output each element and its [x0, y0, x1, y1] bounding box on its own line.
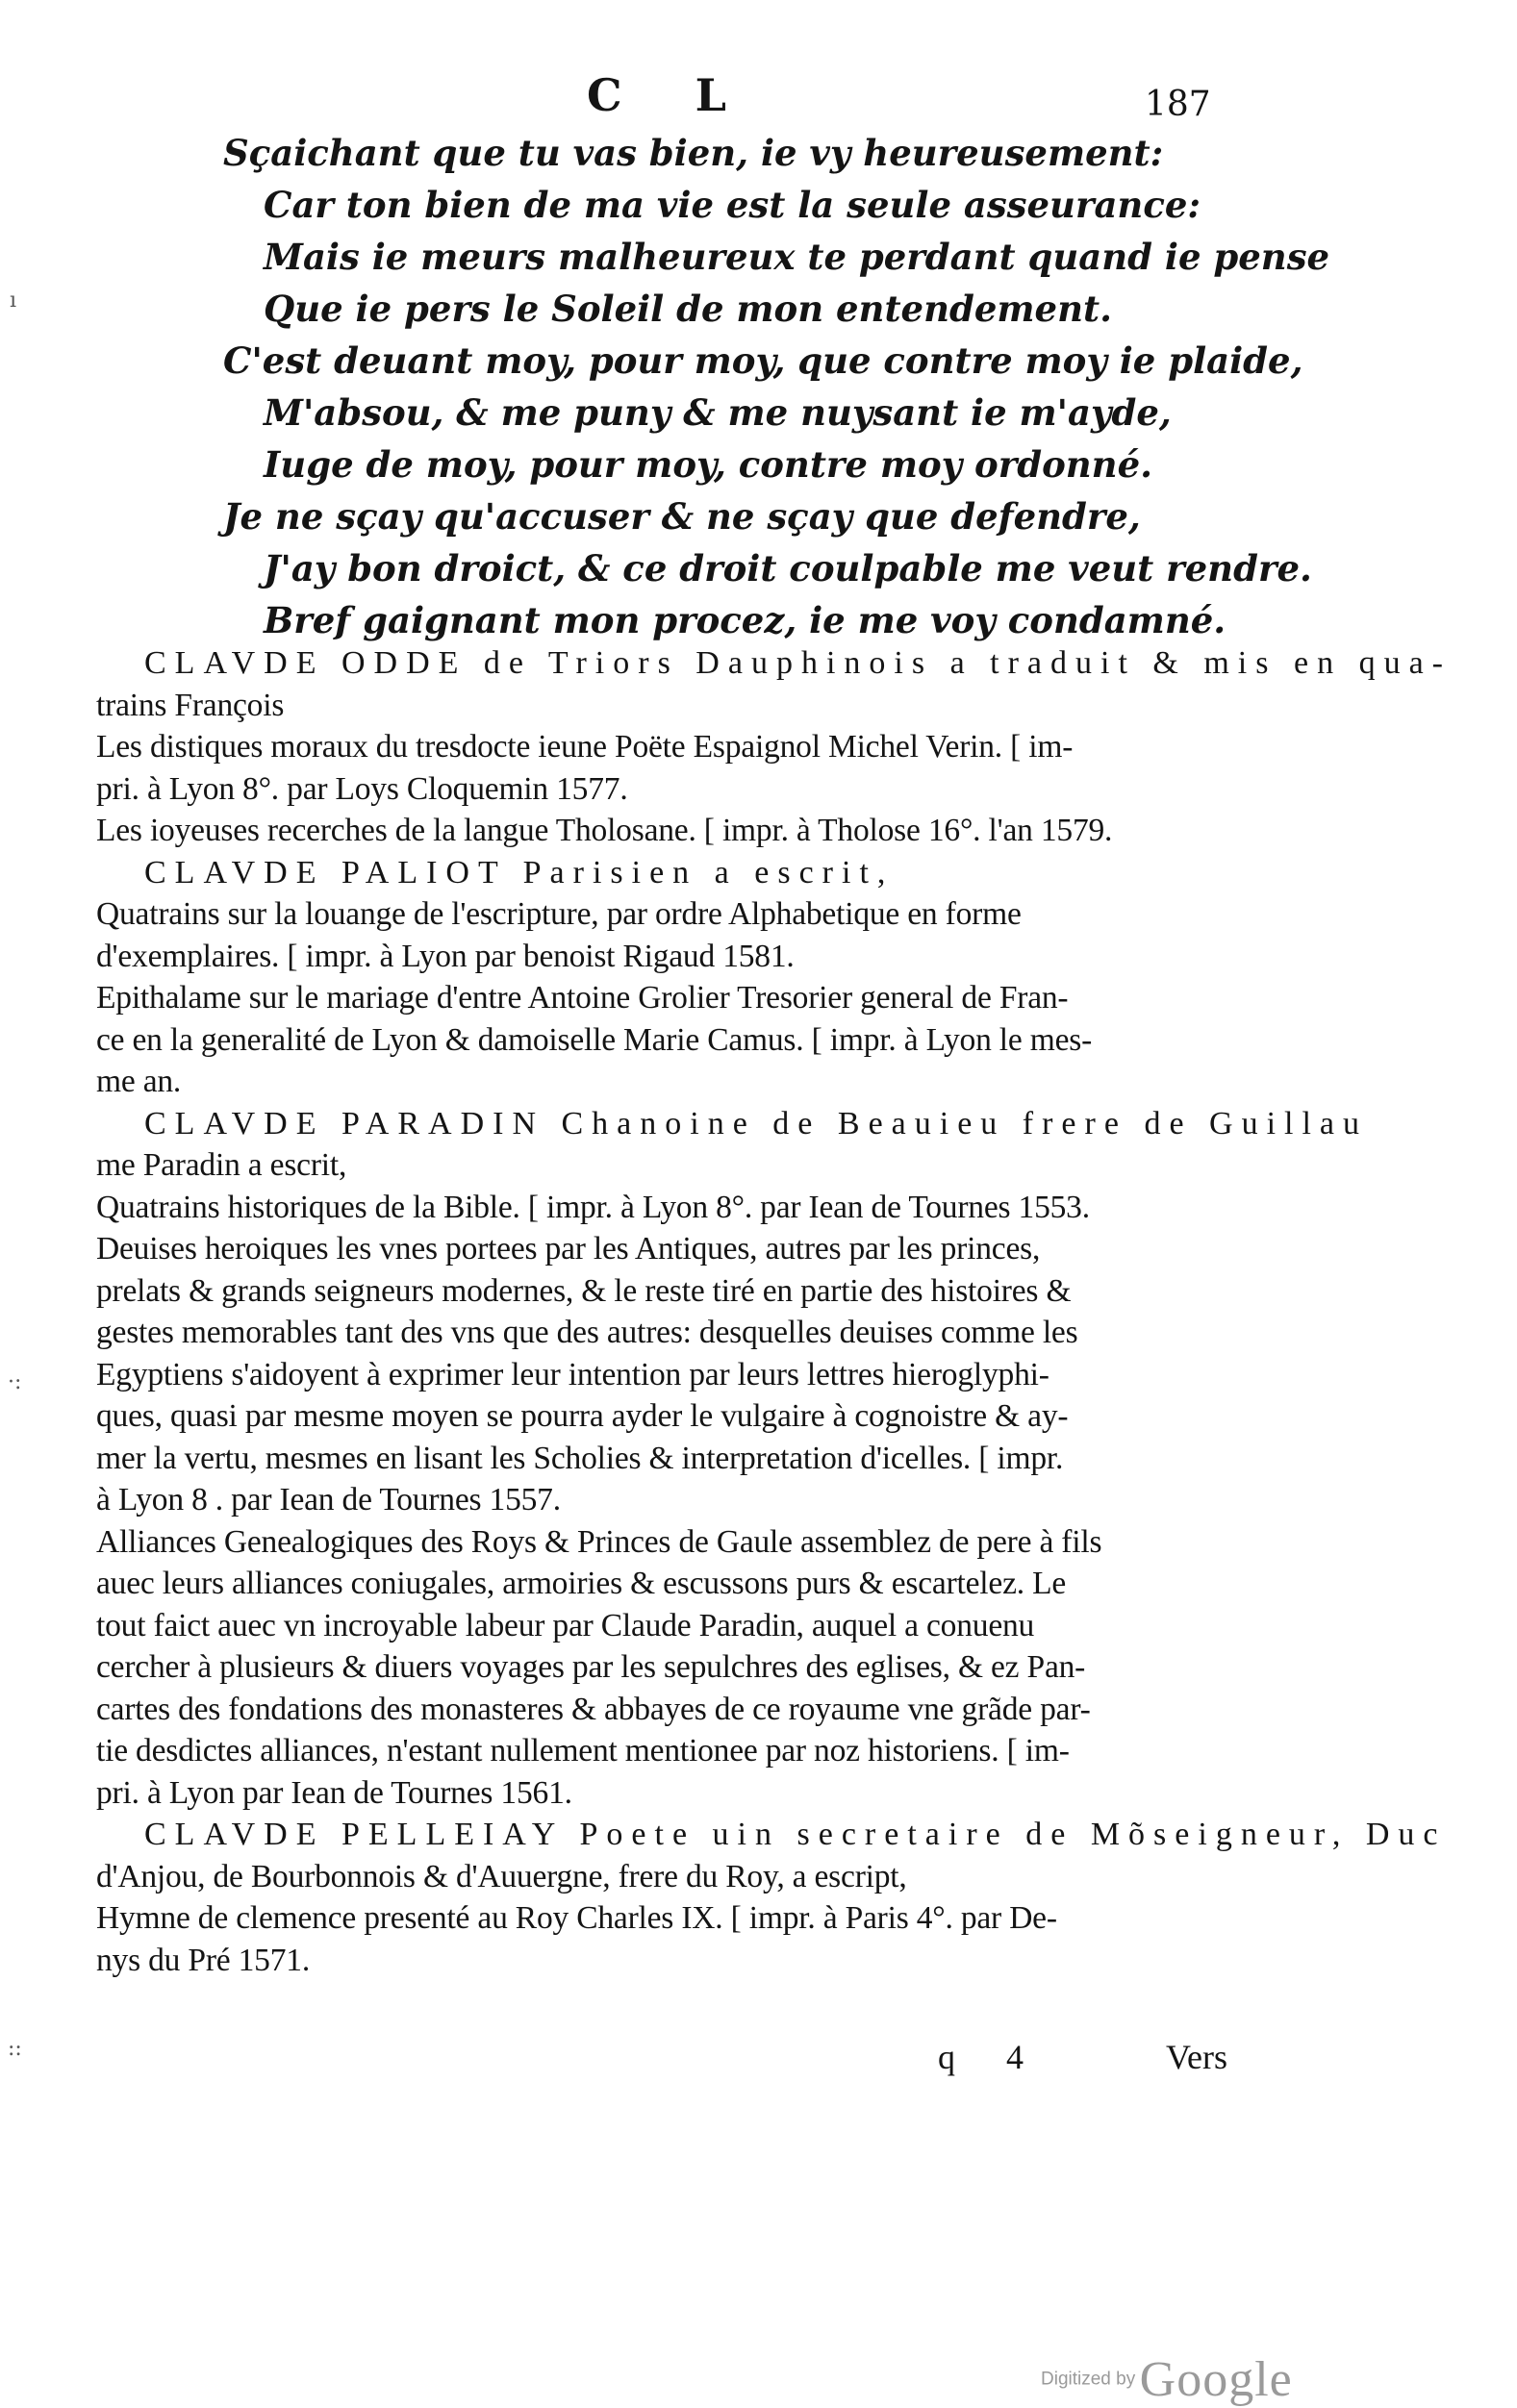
author-heading: CLAVDE PALIOT Parisien a escrit, [144, 854, 895, 890]
entry-line: Egyptiens s'aidoyent à exprimer leur intention par leurs lettres hieroglyphi- [96, 1356, 1049, 1392]
entry-line: Deuises heroiques les vnes portees par les Antiques, autres par les princes, [96, 1231, 1041, 1267]
google-logo: Google [1139, 2352, 1293, 2407]
catchword: Vers [1166, 2038, 1227, 2076]
poem-line: Iuge de moy, pour moy, contre moy ordonné. [264, 443, 1152, 486]
entry-line: Les ioyeuses recerches de la langue Tholosane. [ impr. à Tholose 16°. l'an 1579. [96, 813, 1113, 848]
page-number: 187 [1145, 85, 1211, 124]
author-heading: CLAVDE PELLEIAY Poete uin secretaire de Mõseigneur, Duc [144, 1817, 1447, 1852]
bibliography-entries [96, 642, 1452, 1981]
poem-line: Bref gaignant mon procez, ie me voy condamné. [264, 599, 1226, 641]
poem-line: M'absou, & me puny & me nuysant ie m'ayde, [264, 391, 1172, 434]
entry-line: cercher à plusieurs & diuers voyages par les sepulchres des eglises, & ez Pan- [96, 1649, 1086, 1685]
poem-line: C'est deuant moy, pour moy, que contre moy ie plaide, [223, 339, 1303, 382]
entry-line: trains François [96, 687, 285, 723]
poem-line: Je ne sçay qu'accuser & ne sçay que defendre, [223, 495, 1141, 538]
digitized-watermark [1041, 2351, 1293, 2408]
entry-line: ques, quasi par mesme moyen se pourra ayder le vulgaire à cognoistre & ay- [96, 1398, 1069, 1434]
margin-mark: ·: [8, 1370, 22, 1394]
entry-line: cartes des fondations des monasteres & abbayes de ce royaume vne grãde par- [96, 1691, 1091, 1727]
poem-line: Mais ie meurs malheureux te perdant quand ie pense [264, 236, 1330, 278]
entry-line: me an. [96, 1064, 182, 1099]
poem-line: Que ie pers le Soleil de mon entendement. [264, 288, 1112, 330]
entry-line: à Lyon 8 . par Iean de Tournes 1557. [96, 1482, 561, 1518]
margin-mark: :: [8, 2037, 22, 2061]
poem-line: J'ay bon droict, & ce droit coulpable me veut rendre. [264, 547, 1312, 589]
entry-line: Quatrains sur la louange de l'escripture, par ordre Alphabetique en forme [96, 896, 1022, 932]
entry-line: pri. à Lyon 8°. par Loys Cloquemin 1577. [96, 770, 628, 807]
entry-line: tie desdictes alliances, n'estant nullement mentionee par noz historiens. [ im- [96, 1733, 1070, 1768]
entry-line: me Paradin a escrit, [96, 1147, 347, 1183]
entry-line: prelats & grands seigneurs modernes, & le reste tiré en partie des histoires & [96, 1272, 1072, 1309]
poem-line: Sçaichant que tu vas bien, ie vy heureusement: [223, 132, 1164, 174]
poem-line: Car ton bien de ma vie est la seule asseurance: [264, 184, 1201, 226]
entry-line: pri. à Lyon par Iean de Tournes 1561. [96, 1774, 572, 1811]
entry-line: Alliances Genealogiques des Roys & Princes de Gaule assemblez de pere à fils [96, 1523, 1102, 1560]
entry-line: nys du Pré 1571. [96, 1942, 310, 1978]
page-footer [0, 2037, 1517, 2094]
entry-line: Quatrains historiques de la Bible. [ impr. à Lyon 8°. par Iean de Tournes 1553. [96, 1189, 1090, 1225]
entry-line: auec leurs alliances coniugales, armoiries & escussons purs & escartelez. Le [96, 1566, 1067, 1601]
entry-line: Hymne de clemence presenté au Roy Charles IX. [ impr. à Paris 4°. par De- [96, 1900, 1057, 1936]
signature-mark: q 4 [938, 2038, 1045, 2076]
entry-line: d'Anjou, de Bourbonnois & d'Auuergne, frere du Roy, a escript, [96, 1858, 907, 1894]
author-heading: CLAVDE PARADIN Chanoine de Beauieu frere de Guillau [144, 1105, 1369, 1141]
author-heading: CLAVDE ODDE de Triors Dauphinois a traduit & mis en qua- [144, 645, 1452, 681]
watermark-prefix: Digitized by [1041, 2369, 1136, 2390]
entry-line: Epithalame sur le mariage d'entre Antoine Grolier Tresorier general de Fran- [96, 980, 1069, 1016]
entry-line: tout faict auec vn incroyable labeur par Claude Paradin, auquel a conuenu [96, 1607, 1035, 1643]
entry-line: d'exemplaires. [ impr. à Lyon par benoist Rigaud 1581. [96, 938, 795, 974]
entry-line: ce en la generalité de Lyon & damoiselle Marie Camus. [ impr. à Lyon le mes- [96, 1021, 1093, 1058]
entry-line: mer la vertu, mesmes en lisant les Scholies & interpretation d'icelles. [ impr. [96, 1440, 1064, 1476]
running-head: C L [587, 69, 755, 121]
poem-block [223, 127, 1330, 646]
entry-line: gestes memorables tant des vns que des autres: desquelles deuises comme les [96, 1315, 1078, 1350]
margin-mark: ı [10, 288, 17, 313]
entry-line: Les distiques moraux du tresdocte ieune Poëte Espaignol Michel Verin. [ im- [96, 729, 1074, 765]
